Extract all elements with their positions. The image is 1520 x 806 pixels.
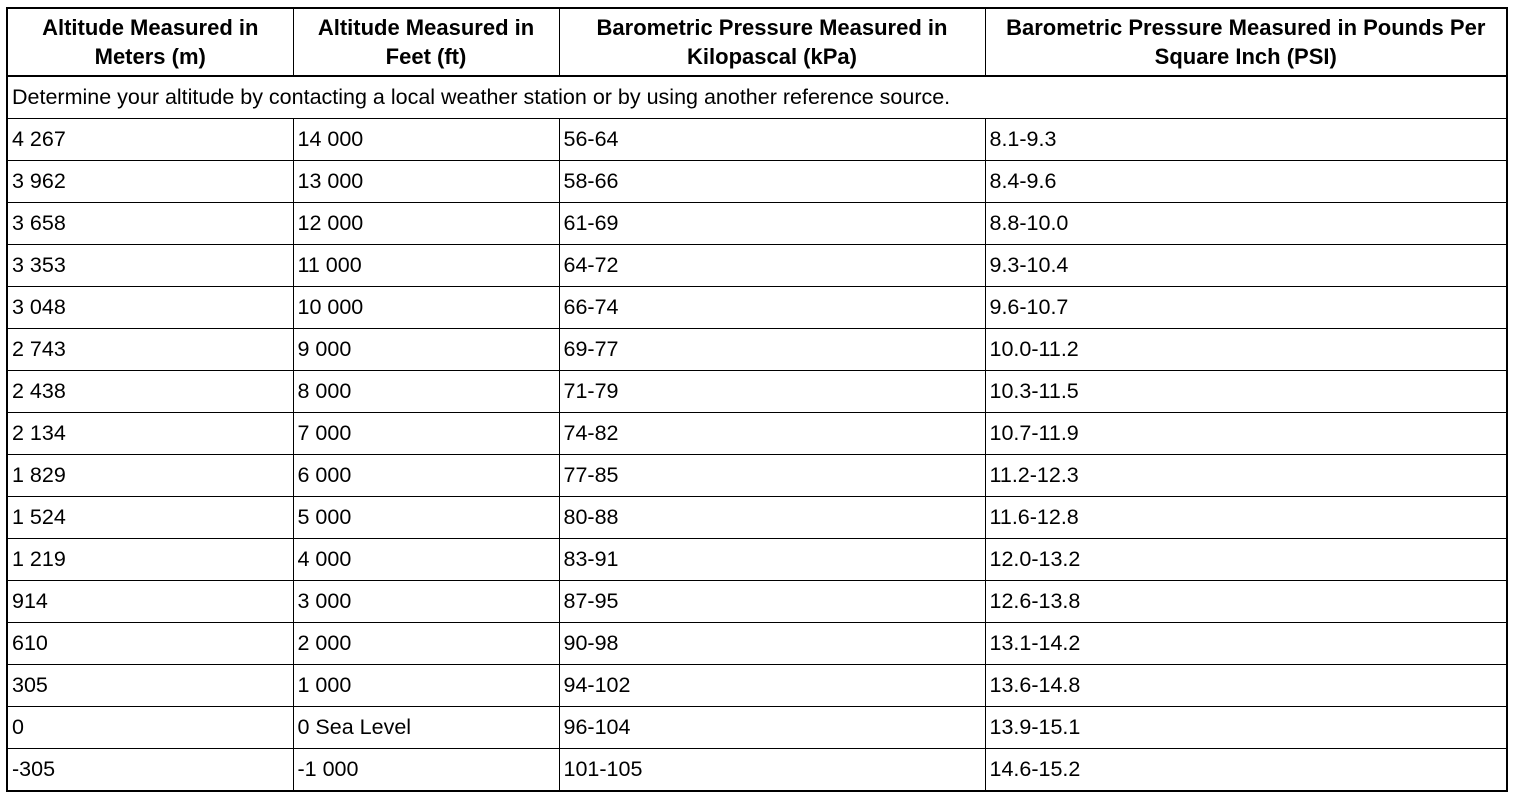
cell-pressure-kpa: 90-98 xyxy=(559,623,985,665)
table-row xyxy=(7,119,1507,161)
cell-pressure-psi: 12.0-13.2 xyxy=(985,539,1507,581)
cell-altitude-feet: 3 000 xyxy=(293,581,559,623)
cell-pressure-psi: 8.1-9.3 xyxy=(985,119,1507,161)
cell-pressure-kpa: 56-64 xyxy=(559,119,985,161)
cell-altitude-feet: 13 000 xyxy=(293,161,559,203)
cell-altitude-meters: 3 353 xyxy=(7,245,293,287)
cell-altitude-meters: 4 267 xyxy=(7,119,293,161)
cell-altitude-meters: -305 xyxy=(7,749,293,792)
cell-pressure-psi: 13.1-14.2 xyxy=(985,623,1507,665)
header-altitude-feet: Altitude Measured in Feet (ft) xyxy=(293,8,559,76)
cell-pressure-kpa: 61-69 xyxy=(559,203,985,245)
cell-altitude-meters: 1 524 xyxy=(7,497,293,539)
cell-pressure-kpa: 94-102 xyxy=(559,665,985,707)
cell-altitude-feet: 6 000 xyxy=(293,455,559,497)
header-pressure-psi: Barometric Pressure Measured in Pounds Per Square Inch (PSI) xyxy=(985,8,1507,76)
cell-pressure-kpa: 74-82 xyxy=(559,413,985,455)
cell-pressure-psi: 8.8-10.0 xyxy=(985,203,1507,245)
table-row xyxy=(7,581,1507,623)
table-row xyxy=(7,539,1507,581)
cell-altitude-meters: 914 xyxy=(7,581,293,623)
cell-altitude-meters: 2 134 xyxy=(7,413,293,455)
cell-pressure-kpa: 71-79 xyxy=(559,371,985,413)
cell-altitude-meters: 305 xyxy=(7,665,293,707)
cell-pressure-psi: 11.2-12.3 xyxy=(985,455,1507,497)
cell-altitude-feet: 12 000 xyxy=(293,203,559,245)
table-body xyxy=(7,76,1507,791)
table-row xyxy=(7,707,1507,749)
table-row xyxy=(7,455,1507,497)
cell-altitude-feet: -1 000 xyxy=(293,749,559,792)
cell-pressure-kpa: 96-104 xyxy=(559,707,985,749)
table-row xyxy=(7,245,1507,287)
table-row xyxy=(7,287,1507,329)
table-row xyxy=(7,161,1507,203)
cell-altitude-meters: 1 219 xyxy=(7,539,293,581)
cell-altitude-meters: 3 658 xyxy=(7,203,293,245)
cell-altitude-feet: 8 000 xyxy=(293,371,559,413)
cell-pressure-kpa: 58-66 xyxy=(559,161,985,203)
table-row xyxy=(7,329,1507,371)
cell-altitude-feet: 11 000 xyxy=(293,245,559,287)
table-row xyxy=(7,497,1507,539)
cell-pressure-psi: 8.4-9.6 xyxy=(985,161,1507,203)
cell-pressure-psi: 10.0-11.2 xyxy=(985,329,1507,371)
cell-altitude-meters: 1 829 xyxy=(7,455,293,497)
cell-pressure-psi: 10.7-11.9 xyxy=(985,413,1507,455)
cell-altitude-meters: 3 048 xyxy=(7,287,293,329)
cell-pressure-psi: 12.6-13.8 xyxy=(985,581,1507,623)
table-row xyxy=(7,749,1507,792)
table-row xyxy=(7,203,1507,245)
cell-pressure-kpa: 77-85 xyxy=(559,455,985,497)
table-row xyxy=(7,665,1507,707)
note-row xyxy=(7,76,1507,119)
cell-altitude-feet: 14 000 xyxy=(293,119,559,161)
cell-pressure-kpa: 87-95 xyxy=(559,581,985,623)
cell-pressure-psi: 13.9-15.1 xyxy=(985,707,1507,749)
table-row xyxy=(7,623,1507,665)
cell-pressure-psi: 14.6-15.2 xyxy=(985,749,1507,792)
cell-altitude-feet: 4 000 xyxy=(293,539,559,581)
cell-pressure-psi: 13.6-14.8 xyxy=(985,665,1507,707)
cell-pressure-kpa: 83-91 xyxy=(559,539,985,581)
cell-pressure-psi: 11.6-12.8 xyxy=(985,497,1507,539)
table-row xyxy=(7,413,1507,455)
cell-pressure-kpa: 64-72 xyxy=(559,245,985,287)
table-header xyxy=(7,8,1507,76)
cell-pressure-psi: 9.6-10.7 xyxy=(985,287,1507,329)
cell-altitude-feet: 1 000 xyxy=(293,665,559,707)
cell-altitude-feet: 7 000 xyxy=(293,413,559,455)
cell-pressure-kpa: 80-88 xyxy=(559,497,985,539)
cell-altitude-feet: 2 000 xyxy=(293,623,559,665)
cell-pressure-psi: 10.3-11.5 xyxy=(985,371,1507,413)
cell-altitude-feet: 0 Sea Level xyxy=(293,707,559,749)
cell-altitude-feet: 5 000 xyxy=(293,497,559,539)
cell-altitude-meters: 0 xyxy=(7,707,293,749)
cell-altitude-meters: 2 743 xyxy=(7,329,293,371)
header-pressure-kpa: Barometric Pressure Measured in Kilopascal (kPa) xyxy=(559,8,985,76)
cell-pressure-kpa: 101-105 xyxy=(559,749,985,792)
header-altitude-meters: Altitude Measured in Meters (m) xyxy=(7,8,293,76)
cell-altitude-feet: 9 000 xyxy=(293,329,559,371)
cell-altitude-meters: 2 438 xyxy=(7,371,293,413)
cell-pressure-psi: 9.3-10.4 xyxy=(985,245,1507,287)
altitude-pressure-table xyxy=(6,7,1508,792)
note-text: Determine your altitude by contacting a local weather station or by using another reference source. xyxy=(7,76,1507,119)
header-row xyxy=(7,8,1507,76)
cell-altitude-meters: 3 962 xyxy=(7,161,293,203)
cell-pressure-kpa: 69-77 xyxy=(559,329,985,371)
cell-altitude-feet: 10 000 xyxy=(293,287,559,329)
cell-altitude-meters: 610 xyxy=(7,623,293,665)
cell-pressure-kpa: 66-74 xyxy=(559,287,985,329)
table-row xyxy=(7,371,1507,413)
